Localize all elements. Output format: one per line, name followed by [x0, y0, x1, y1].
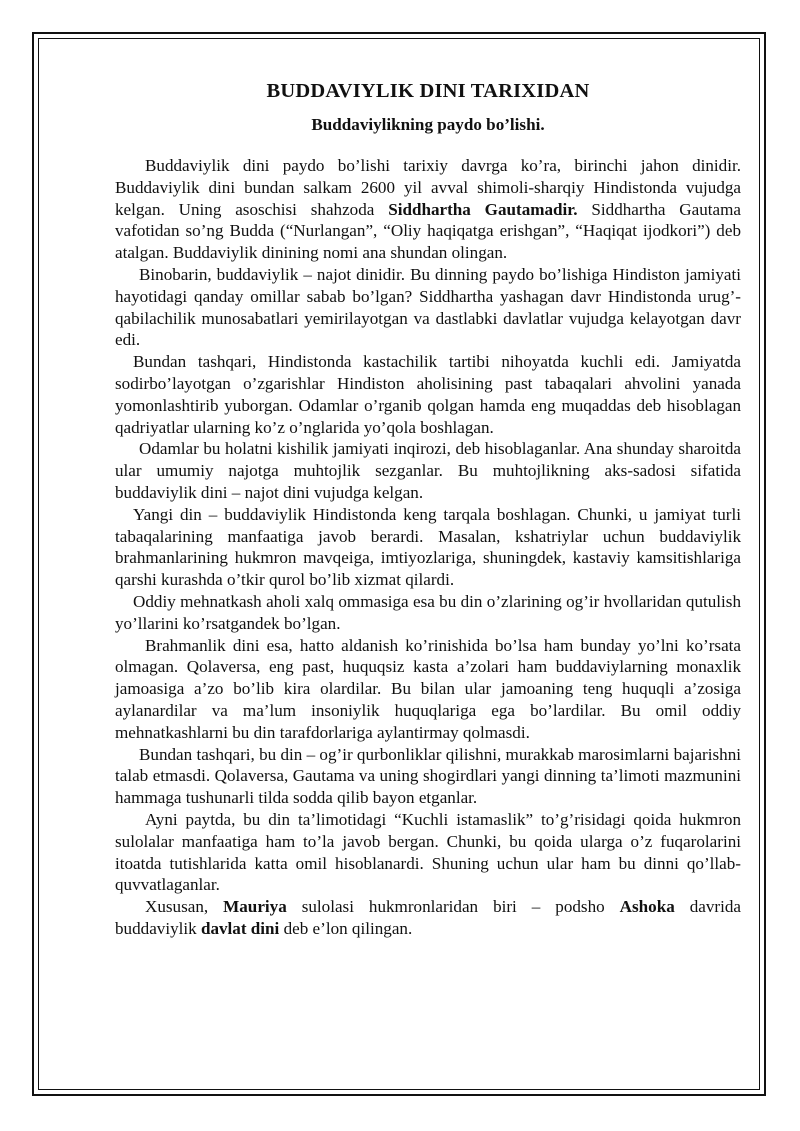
paragraph-10-text-e: davrida buddaviylik	[115, 897, 741, 938]
paragraph-1-text-c: Siddhartha Gautama vafotidan so’ng Budda (“Nurlangan”, “Oliy haqiqatga erishgan”, “Haqiqat ijodkori”) deb atalgan. Buddaviylik dinining nomi ana shundan olingan.	[115, 199, 741, 263]
paragraph-10-text-a: Xususan,	[145, 897, 224, 917]
paragraph-5: Yangi din – buddaviylik Hindistonda keng tarqala boshlagan. Chunki, u jamiyat turli tabaqalarining manfaatiga javob berardi. Masalan, kshatriylar uchun buddaviylik brahmanlarining hukmron mavqeiga, imtiyozlariga, shuningdek, kastaviy kamsitishlariga qarshi kurashda o’tkir qurol bo’lib xizmat qilardi.	[115, 504, 741, 590]
paragraph-10-text-c: sulolasi hukmronlaridan biri – podsho	[286, 897, 620, 917]
paragraph-7: Brahmanlik dini esa, hatto aldanish ko’rinishida bo’lsa ham bunday yo’lni ko’rsata olmagan. Qolaversa, eng past, huquqsiz kasta a’zolari ham buddaviylarning monaxlik jamoasiga a’zo bo’lib kira olardilar. Bu bilan ular jamoaning teng huquqli a’zosiga aylanardilar va ma’lum insoniylik huquqlariga ega bo’lardilar. Bu omil oddiy mehnatkashlarni bu din tarafdorlariga aylantirmay qolmasdi.	[115, 635, 741, 742]
paragraph-1	[115, 155, 741, 264]
paragraph-1-text-a: Buddaviylik dini paydo bo’lishi tarixiy davrga ko’ra, birinchi jahon dinidir. Buddaviylik dini bundan salkam 2600 yil avval shimoli-sharqiy Hindistonda vujudga kelgan. Uning asoschisi shahzoda	[115, 156, 741, 219]
paragraph-1-bold-name: Siddhartha Gautamadir.	[388, 199, 578, 219]
paragraph-10-bold-state-religion: davlat dini	[200, 918, 280, 938]
paragraph-10-bold-ashoka: Ashoka	[619, 897, 675, 917]
paragraph-10-text-g: deb e’lon qilingan.	[279, 918, 413, 938]
document-subtitle: Buddaviylikning paydo bo’lishi.	[311, 115, 545, 134]
paragraph-8: Bundan tashqari, bu din – og’ir qurbonliklar qilishni, murakkab marosimlarni bajarishni talab etmasdi. Qolaversa, Gautama va uning shogirdlari yangi dinning ta’limoti mazmunini hammaga tushunarli tilda sodda qilib bayon etganlar.	[115, 744, 741, 808]
document-body	[115, 72, 741, 940]
paragraph-3: Bundan tashqari, Hindistonda kastachilik tartibi nihoyatda kuchli edi. Jamiyatda sodirbo’layotgan o’zgarishlar Hindiston aholisining past tabaqalari ahvolini yanada yomonlashtirib yuborgan. Odamlar o’rganib qolgan hamda eng muqaddas deb hisoblagan qadriyatlar ularning ko’z o’nglarida yo’qola boshlagan.	[115, 352, 741, 437]
paragraph-10	[115, 896, 741, 940]
paragraph-10-bold-mauriya: Mauriya	[223, 897, 287, 917]
paragraph-4: Odamlar bu holatni kishilik jamiyati inqirozi, deb hisoblaganlar. Ana shunday sharoitda ular umumiy najotga muhtojlik sezganlar. Bu muhtojlikning aks-sadosi sifatida buddaviylik dini – najot dini vujudga kelgan.	[115, 439, 741, 502]
paragraph-6: Oddiy mehnatkash aholi xalq ommasiga esa bu din o’zlarining og’ir hvollaridan qutulish yo’llarini ko’rsatgandek bo’lgan.	[115, 591, 741, 633]
paragraph-9: Ayni paytda, bu din ta’limotidagi “Kuchli istamaslik” to’g’risidagi qoida hukmron sulolalar manfaatiga ham to’la javob bergan. Chunki, bu qoida ularga o’z fuqarolarini itoatda tutishlarida katta omil hisoblanardi. Shuning uchun ular ham bu dinni qo’llab-quvvatlaganlar.	[115, 809, 741, 895]
document-title: BUDDAVIYLIK DINI TARIXIDAN	[266, 80, 590, 102]
paragraph-2: Binobarin, buddaviylik – najot dinidir. Bu dinning paydo bo’lishiga Hindiston jamiyati hayotidagi qanday omillar sabab bo’lgan? Siddhartha yashagan davr Hindistonda urug’- qabilachilik munosabatlari yemirilayotgan va dastlabki davlatlar vujudga kelayotgan davr edi.	[115, 264, 741, 350]
